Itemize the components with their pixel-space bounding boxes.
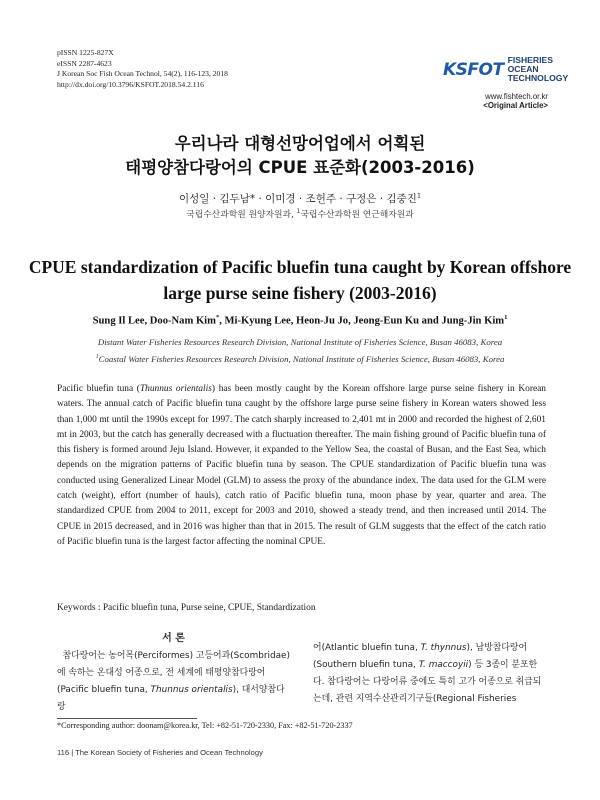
english-title-line-2: large purse seine fishery (2003-2016) [163,283,437,303]
journal-metadata [57,48,228,90]
english-authors [0,314,600,327]
citation-line: J Korean Soc Fish Ocean Technol, 54(2), 116-123, 2018 [57,69,228,79]
intro-paragraph-right [313,640,546,708]
korean-title [0,132,600,180]
logo-wordmark [508,56,569,83]
english-title-line-1: CPUE standardization of Pacific bluefin tuna caught by Korean offshore [28,257,572,277]
intro-column-right [313,640,546,708]
abstract-part-2: ) has been mostly caught by the Korean offshore large purse seine fishery in Korean waters. The annual catch of Pacific bluefin tuna caught by the offshore large purse seine fishery in Korean waters showed less than 1,000 mt until the 1990s except for 1997. The catch sharply increased to 2,401 mt in 2000 and recorded the highest of 2,601 mt in 2003, but the catch has generally decreased with a fluctuation thereafter. The main fishing ground of Pacific bluefin tuna of this fishery is formed around Jeju Island. However, it expanded to the Yellow Sea, the coastal of Busan, and the East Sea, which depends on the migration patterns of Pacific bluefin tuna by season. The CPUE standardization of Pacific bluefin tuna was conducted using Generalized Linear Model (GLM) to assess the proxy of the abundance index. The data used for the GLM were catch (weight), effort (number of hauls), catch ratio of Pacific bluefin tuna, moon phase by year, quarter and area. The standardized CPUE from 2004 to 2011, except for 2003 and 2010, showed a steady trend, and then increased until 2014. The CPUE in 2015 decreased, and in 2016 was higher than that in 2015. The result of GLM suggests that the effect of the catch ratio of Pacific bluefin tuna is the largest factor affecting the nominal CPUE. [57,384,546,547]
corresponding-author-footnote: *Corresponding author: doonam@korea.kr, Tel: +82-51-720-2330, Fax: +82-51-720-2337 [57,721,353,730]
intro-left-text-2: ), 대서양참다랑 [57,685,285,712]
abstract-part-1: Pacific bluefin tuna ( [57,384,140,394]
english-affiliation-2: Coastal Water Fisheries Resources Research Division, National Institute of Fisheries Science, Busan 46083, Korea [98,353,505,364]
korean-title-line-2: 태평양참다랑어의 CPUE 표준화(2003-2016) [125,158,475,177]
intro-right-text-3: ) 등 3종이 분포한다. 참다랑어는 다랑어류 중에도 특히 고가 어종으로 취급되는데, 관련 지역수산관리기구들(Regional Fisheries [313,660,542,704]
doi-link[interactable]: http://dx.doi.org/10.3796/KSFOT.2018.54.2.116 [57,79,204,89]
page-footer: 116 | The Korean Society of Fisheries and Ocean Technology [57,748,263,757]
english-affiliation-sup: 1 [95,354,99,360]
journal-logo [443,55,569,110]
korean-affiliation-sup: 1 [296,208,301,216]
affiliation-mark: 1 [504,314,508,321]
author-segment-1: Sung Il Lee, [92,315,150,327]
logo-word-line-2: TECHNOLOGY [507,73,569,83]
logo-word-line-1: FISHERIES OCEAN [507,55,553,74]
intro-paragraph-left [57,648,290,716]
journal-url[interactable]: www.fishtech.or.kr [485,92,548,101]
korean-affiliation-1: 국립수산과학원 원양자원과, [186,210,294,220]
english-affiliations [0,335,600,367]
intro-left-text-1: 참다랑어는 농어목(Perciformes) 고등어과(Scombridae)에 속하는 온대성 어종으로, 전 세계에 태평양참다랑어(Pacific bluefin tuna, [57,651,290,695]
keywords: Keywords : Pacific bluefin tuna, Purse seine, CPUE, Standardization [57,603,316,613]
korean-authors [0,191,600,206]
abstract [57,382,546,550]
intro-right-text-1: 어(Atlantic bluefin tuna, [313,643,421,653]
intro-left-species: Thunnus orientalis [150,685,233,695]
english-title [0,254,600,306]
issn-electronic: eISSN 2287-4623 [57,58,112,68]
intro-right-species-1: T. thynnus [420,643,467,653]
corresponding-mark: * [215,314,220,321]
author-segment-3: , Mi-Kyung Lee, Heon-Ju Jo, Jeong-Eun Ku and Jung-Jin Kim [219,315,505,327]
korean-affiliation-2: 국립수산과학원 연근해자원과 [300,210,414,220]
issn-print: pISSN 1225-827X [57,48,114,57]
intro-right-species-2: T. maccoyii [418,660,469,670]
ksfot-logo-mark: KSFOT [443,59,504,80]
english-affiliation-1: Distant Water Fisheries Resources Research Division, National Institute of Fisheries Science, Busan 46083, Korea [97,337,503,347]
korean-title-line-1: 우리나라 대형선망어업에서 어획된 [174,134,426,153]
intro-right-text-2: ), 남방참다랑어(Southern bluefin tuna, [313,643,528,670]
english-affiliation-2-wrap [0,350,600,367]
intro-column-left [57,630,290,716]
korean-author-sup: 1 [416,191,422,200]
corresponding-author: Doo-Nam Kim [149,315,216,327]
footnote-divider [57,718,197,719]
article-type: <Original Article> [483,101,548,110]
abstract-species-name: Thunnus orientalis [139,384,212,394]
korean-author-names: 이성일 · 김두남* · 이미경 · 조헌주 · 구정은 · 김중진 [178,193,417,205]
section-heading-introduction: 서 론 [162,633,185,644]
korean-affiliations [0,207,600,220]
